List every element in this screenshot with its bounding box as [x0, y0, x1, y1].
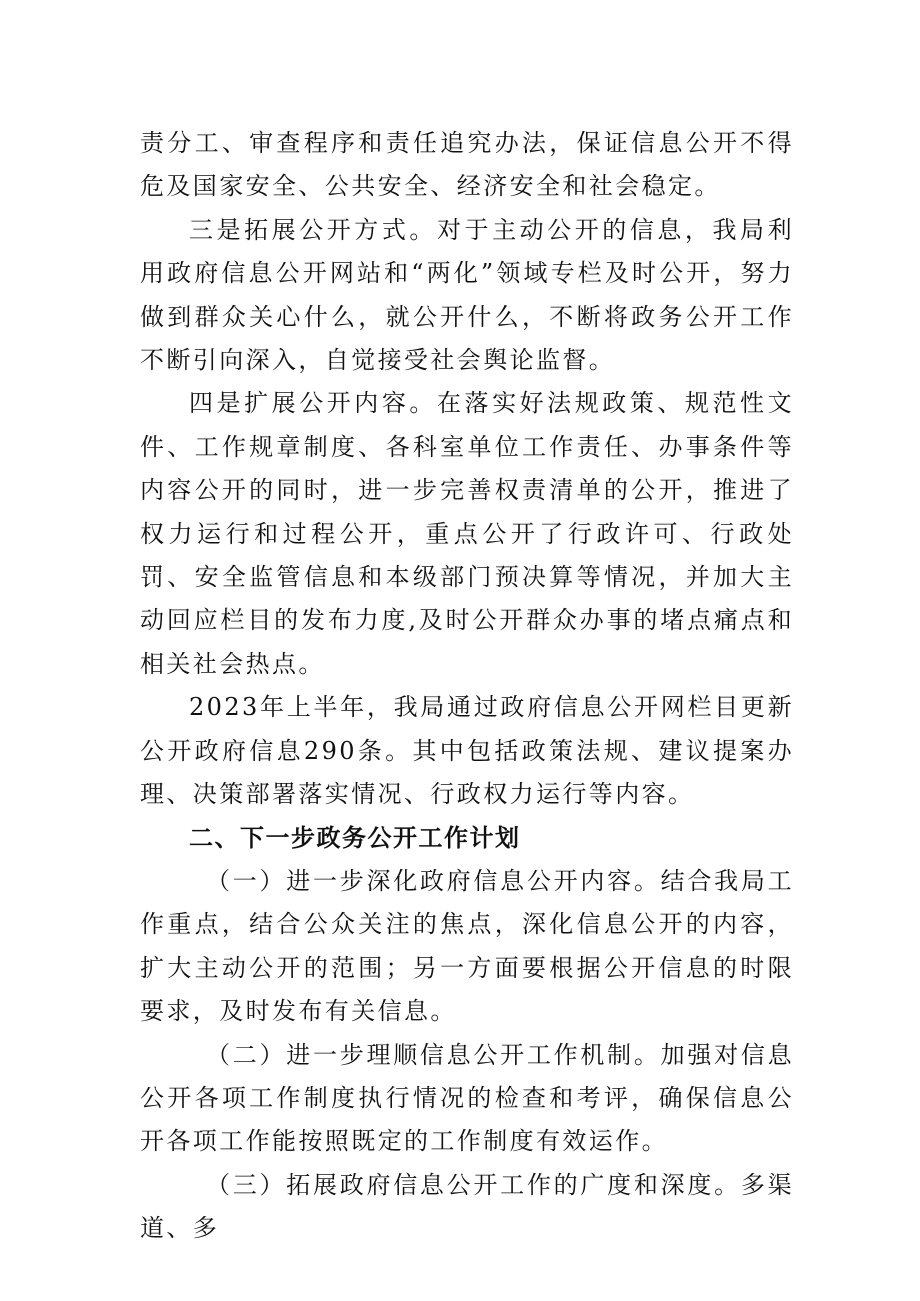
document-body — [140, 122, 794, 1251]
paragraph-plan-item-1: （一）进一步深化政府信息公开内容。结合我局工作重点，结合公众关注的焦点，深化信息公开的内容，扩大主动公开的范围；另一方面要根据公开信息的时限要求，及时发布有关信息。 — [140, 866, 794, 1026]
paragraph-expand-disclosure-methods: 三是拓展公开方式。对于主动公开的信息，我局利用政府信息公开网站和“两化”领域专栏及时公开，努力做到群众关心什么，就公开什么，不断将政务公开工作不断引向深入，自觉接受社会舆论监督。 — [140, 215, 794, 375]
paragraph-plan-item-2: （二）进一步理顺信息公开工作机制。加强对信息公开各项工作制度执行情况的检查和考评，确保信息公开各项工作能按照既定的工作制度有效运作。 — [140, 1040, 794, 1156]
paragraph-plan-item-3: （三）拓展政府信息公开工作的广度和深度。多渠道、多 — [140, 1170, 794, 1243]
section-heading-next-plan: 二、下一步政务公开工作计划 — [189, 823, 521, 852]
paragraph-expand-disclosure-content: 四是扩展公开内容。在落实好法规政策、规范性文件、工作规章制度、各科室单位工作责任、办事条件等内容公开的同时，进一步完善权责清单的公开，推进了权力运行和过程公开，重点公开了行政许可、行政处罚、安全监管信息和本级部门预决算等情况，并加大主动回应栏目的发布力度,及时公开群众办事的堵点痛点和相关社会热点。 — [140, 389, 794, 678]
paragraph-continuation: 责分工、审查程序和责任追究办法，保证信息公开不得危及国家安全、公共安全、经济安全和社会稳定。 — [140, 129, 794, 201]
paragraph-first-half-statistics: 2023年上半年，我局通过政府信息公开网栏目更新公开政府信息290条。其中包括政策法规、建议提案办理、决策部署落实情况、行政权力运行等内容。 — [140, 693, 794, 809]
